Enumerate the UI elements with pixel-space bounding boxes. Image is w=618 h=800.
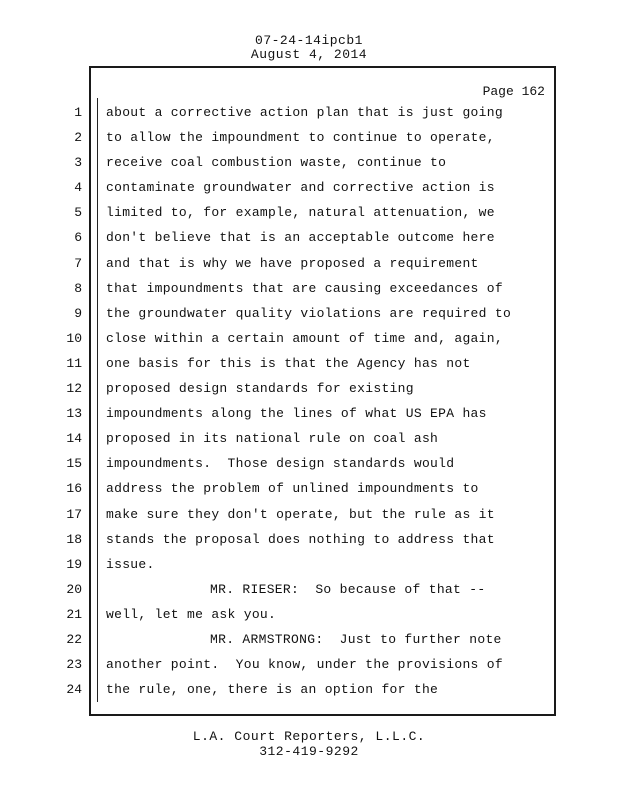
line-number: 22 — [66, 631, 82, 647]
court-reporter-name: L.A. Court Reporters, L.L.C. — [192, 729, 426, 744]
court-reporter-phone: 312-419-9292 — [259, 744, 359, 759]
line-number: 17 — [66, 506, 82, 522]
document-file-id: 07-24-14ipcb1 — [255, 33, 363, 48]
line-text: and that is why we have proposed a requirement — [106, 255, 479, 271]
transcript-line — [0, 406, 618, 431]
line-number: 1 — [74, 105, 82, 120]
line-number: 3 — [74, 155, 82, 171]
transcript-line — [0, 130, 618, 155]
line-text: contaminate groundwater and corrective action is — [106, 180, 495, 196]
line-text: well, let me ask you. — [106, 606, 277, 622]
transcript-line — [0, 281, 618, 306]
transcript-line — [0, 557, 618, 582]
line-number: 15 — [66, 456, 82, 472]
line-text: another point. You know, under the provisions of — [106, 657, 503, 673]
line-text: don't believe that is an acceptable outcome here — [106, 230, 495, 246]
line-text: MR. ARMSTRONG: Just to further note — [210, 631, 502, 647]
line-number: 7 — [74, 255, 82, 271]
document-date: August 4, 2014 — [250, 47, 368, 62]
line-number: 19 — [66, 556, 82, 572]
line-number: 18 — [66, 531, 82, 547]
transcript-line — [0, 582, 618, 607]
line-text: proposed design standards for existing — [106, 381, 414, 397]
transcript-line — [0, 657, 618, 682]
line-number: 13 — [66, 406, 82, 422]
transcript-line — [0, 607, 618, 632]
transcript-line — [0, 205, 618, 230]
line-text: proposed in its national rule on coal ash — [106, 431, 439, 447]
transcript-line — [0, 532, 618, 557]
line-number: 11 — [66, 355, 82, 371]
page-number-label: Page 162 — [482, 84, 545, 99]
transcript-line — [0, 230, 618, 255]
line-number: 10 — [66, 330, 82, 346]
transcript-line — [0, 507, 618, 532]
line-number: 14 — [66, 431, 82, 447]
line-number: 12 — [66, 381, 82, 397]
line-text: limited to, for example, natural attenuation, we — [106, 205, 495, 221]
transcript-line — [0, 155, 618, 180]
line-number: 16 — [66, 481, 82, 497]
line-text: address the problem of unlined impoundments to — [106, 481, 479, 497]
line-number: 4 — [74, 180, 82, 196]
line-text: the rule, one, there is an option for the — [106, 682, 439, 698]
transcript-line — [0, 306, 618, 331]
line-text: about a corrective action plan that is just going — [106, 105, 503, 120]
transcript-line — [0, 682, 618, 707]
line-number: 9 — [74, 305, 82, 321]
transcript-line — [0, 180, 618, 205]
line-text: impoundments. Those design standards would — [106, 456, 455, 472]
line-text: issue. — [106, 556, 155, 572]
transcript-line — [0, 105, 618, 130]
transcript-line — [0, 431, 618, 456]
line-text: MR. RIESER: So because of that -- — [210, 581, 486, 597]
line-number: 8 — [74, 280, 82, 296]
transcript-line — [0, 381, 618, 406]
transcript-lines — [0, 105, 618, 707]
line-text: one basis for this is that the Agency has not — [106, 355, 471, 371]
line-number: 20 — [66, 581, 82, 597]
transcript-line — [0, 481, 618, 506]
line-number: 5 — [74, 205, 82, 221]
transcript-line — [0, 456, 618, 481]
line-number: 21 — [66, 606, 82, 622]
line-number: 23 — [66, 657, 82, 673]
line-number: 2 — [74, 130, 82, 146]
line-text: impoundments along the lines of what US EPA has — [106, 406, 487, 422]
line-text: that impoundments that are causing exceedances of — [106, 280, 503, 296]
transcript-line — [0, 632, 618, 657]
transcript-line — [0, 356, 618, 381]
line-text: close within a certain amount of time and, again, — [106, 330, 503, 346]
transcript-line — [0, 331, 618, 356]
line-text: the groundwater quality violations are required to — [106, 305, 512, 321]
transcript-line — [0, 256, 618, 281]
line-number: 24 — [66, 682, 82, 698]
line-text: make sure they don't operate, but the rule as it — [106, 506, 495, 522]
line-text: to allow the impoundment to continue to operate, — [106, 130, 495, 146]
line-number: 6 — [74, 230, 82, 246]
line-text: receive coal combustion waste, continue to — [106, 155, 447, 171]
line-text: stands the proposal does nothing to address that — [106, 531, 495, 547]
